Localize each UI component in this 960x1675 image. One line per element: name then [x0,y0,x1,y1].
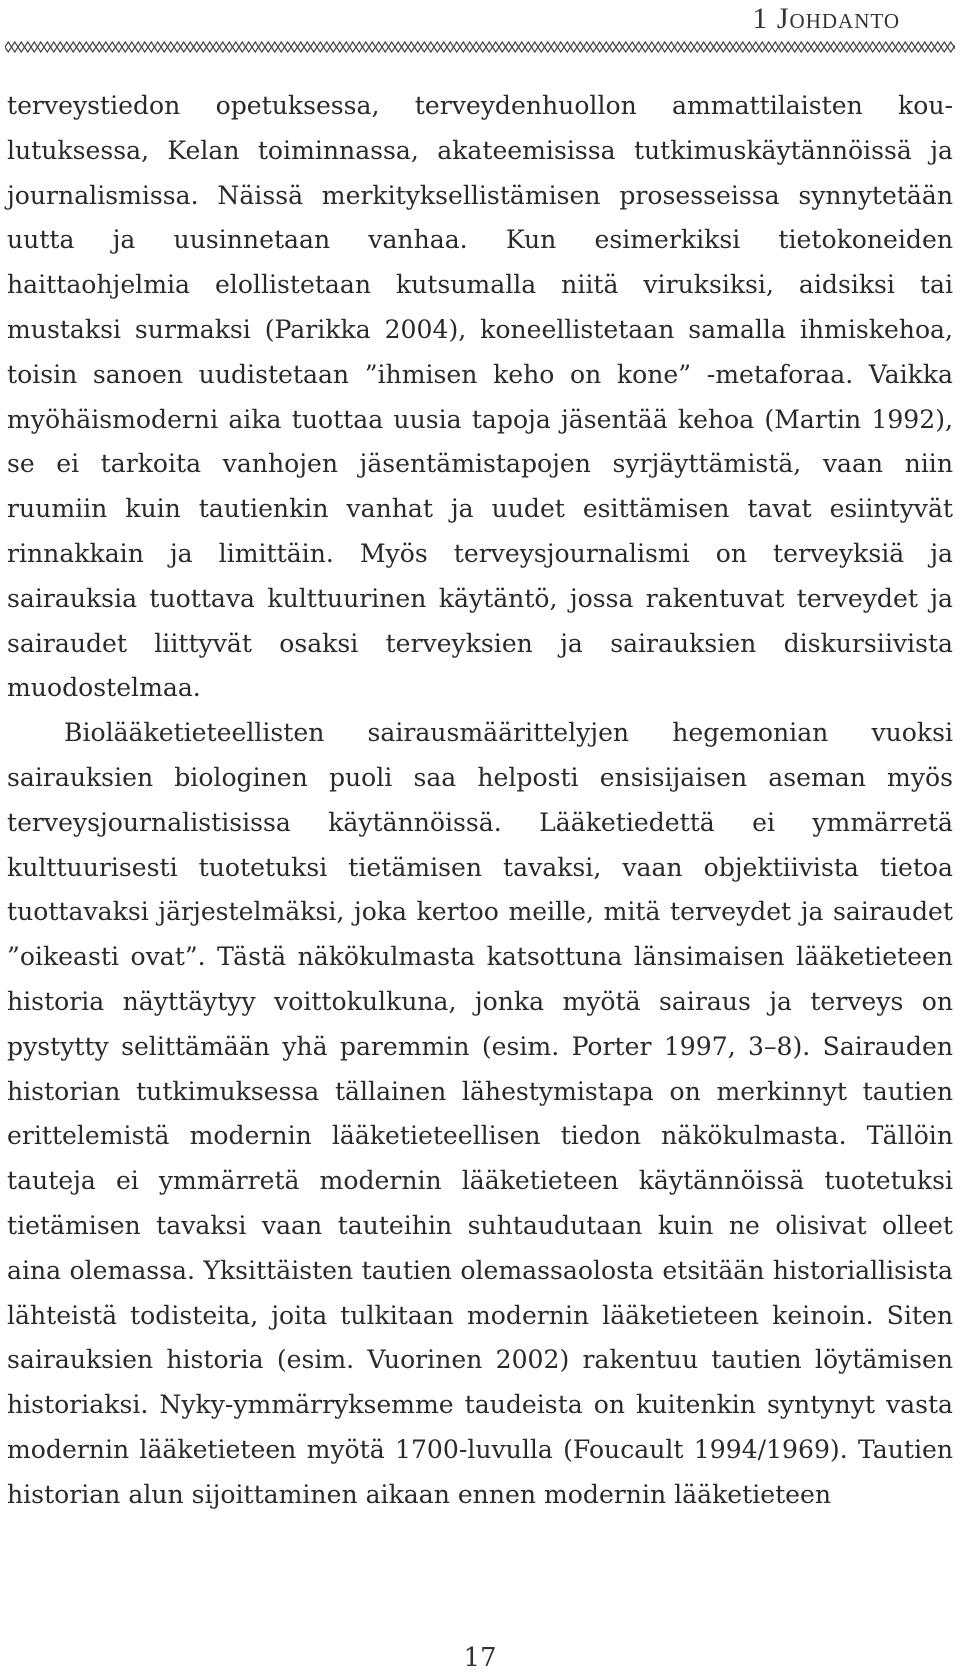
decorative-border [5,40,955,54]
body-text [7,84,953,1518]
running-head-title: 1 Johdanto [752,2,900,35]
paragraph: Biolääketieteellisten sairausmäärittelyjen hegemonian vuoksi sairauksien biologinen puoli saa helposti ensisijaisen aseman myös terveysjournalistisissa käytännöissä. Lääketiedettä ei ymmärretä kulttuurisesti tuotetuksi tietämisen tavaksi, vaan objektiivista tietoa tuottavaksi järjestelmäksi, joka kertoo meille, mitä terveydet ja sairaudet ”oikeasti ovat”. Tästä näkökulmasta katsottuna länsimaisen lääketieteen historia näyttäytyy voittokulkuna, jonka myötä sairaus ja terveys on pystytty selittämään yhä paremmin (esim. Porter 1997, 3–8). Sairauden historian tutkimuksessa tällainen lähestymistapa on merkinnyt tautien erittelemistä modernin lääketieteellisen tiedon näkökulmasta. Tällöin tauteja ei ymmärretä modernin lääketieteen käytännöissä tuotetuksi tietämisen tavaksi vaan tauteihin suhtaudutaan kuin ne olisivat olleet aina olemassa. Yksittäisten tautien olemassaolosta etsitään historiallisista lähteistä todisteita, joita tulkitaan modernin lääketieteen keinoin. Siten sairauksien historia (esim. Vuorinen 2002) rakentuu tautien löytämisen historiaksi. Nyky-ymmärryksemme taudeista on kuitenkin syntynyt vasta modernin lääketieteen myötä 1700-luvulla (Foucault 1994/1969). Tautien historian alun sijoittaminen aikaan ennen modernin lääketieteen [7,718,953,1509]
paragraph: terveystiedon opetuksessa, terveydenhuollon ammattilaisten koulutuksessa, Kelan toiminnassa, akateemisissa tutkimuskäytännöissä ja journalismissa. Näissä merkityksellistämisen prosesseissa synnytetään uutta ja uusinnetaan vanhaa. Kun esimerkiksi tietokoneiden haittaohjelmia elollistetaan kutsumalla niitä viruksiksi, aidsiksi tai mustaksi surmaksi (Parikka 2004), koneellistetaan samalla ihmiskehoa, toisin sanoen uudistetaan ”ihmisen keho on kone” -metaforaa. Vaikka myöhäismoderni aika tuottaa uusia tapoja jäsentää kehoa (Martin 1992), se ei tarkoita vanhojen jäsentämistapojen syrjäyttämistä, vaan niin ruumiin kuin tautienkin vanhat ja uudet esittämisen tavat esiintyvät rinnakkain ja limittäin. Myös terveysjournalismi on terveyksiä ja sairauksia tuottava kulttuurinen käytäntö, jossa rakentuvat terveydet ja sairaudet liittyvät osaksi terveyksien ja sairauksien diskursiivista muodostelmaa. [7,91,953,703]
page-number: 17 [463,1643,497,1673]
